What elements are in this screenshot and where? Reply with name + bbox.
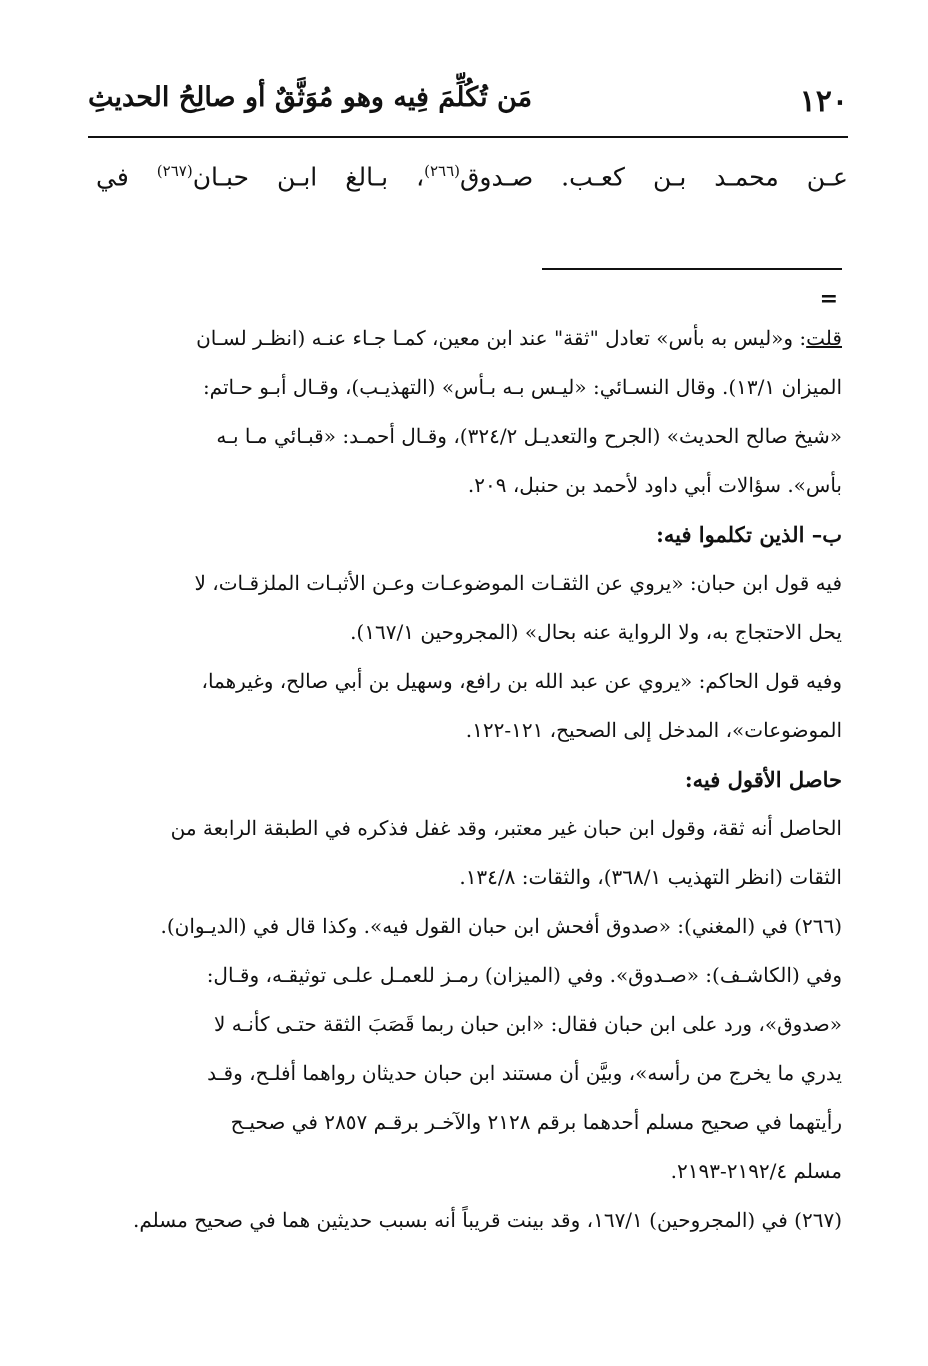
main-text-after: في <box>96 162 157 192</box>
footnote-separator <box>542 268 842 270</box>
qult-word: قلت <box>806 326 842 350</box>
note-line: فيه قول ابن حبان: «يروي عن الثقـات الموضوعـات وعـن الأثبـات الملزقـات، لا <box>194 571 842 595</box>
main-text-line <box>96 162 848 191</box>
note-line: الموضوعات»، المدخل إلى الصحيح، ١٢١-١٢٢. <box>465 718 842 742</box>
footnote-267: (٢٦٧) في (المجروحين) ١٦٧/١، وقد بينت قريباً أنه بسبب حديثين هما في صحيح مسلم. <box>133 1208 842 1232</box>
note-line <box>100 314 842 363</box>
running-title: مَن تُكُلِّمَ فِيه وهو مُوَثَّقٌ أو صالِحُ الحديثِ <box>88 82 533 113</box>
footnote-266-line: مسلم ٢١٩٢/٤-٢١٩٣. <box>670 1159 842 1183</box>
footnote-266-line: يدري ما يخرج من رأسه»، وبيَّن أن مستند ابن حبان حديثان رواهما أفلـح، وقـد <box>207 1061 842 1085</box>
section-heading-b: ب– الذين تكلموا فيه: <box>656 522 842 547</box>
main-text-before: عـن محمـد بـن كعـب. صـدوق <box>460 162 848 192</box>
page-number: ١٢٠ <box>799 84 848 119</box>
footnote-266-line: رأيتهما في صحيح مسلم أحدهما برقم ٢١٢٨ والآخـر برقـم ٢٨٥٧ في صحيـح <box>230 1110 842 1134</box>
footnote-ref-267: (٢٦٧) <box>156 162 193 180</box>
note-line: يحل الاحتجاج به، ولا الرواية عنه بحال» (المجروحين ١٦٧/١). <box>350 620 842 644</box>
note-line: الثقات (انظر التهذيب ٣٦٨/١)، والثقات: ١٣٤/٨. <box>459 865 842 889</box>
page-header <box>88 80 848 124</box>
footnote-266: (٢٦٦) في (المغني): «صدوق أفحش ابن حبان القول فيه». وكذا قال في (الديـوان). <box>160 914 842 938</box>
section-heading-summary: حاصل الأقول فيه: <box>684 767 842 792</box>
footnote-266-line: «صدوق»، ورد على ابن حبان فقال: «ابن حبان ربما قَصَبَ الثقة حتـى كأنـه لا <box>213 1012 842 1036</box>
footnotes-area <box>100 314 842 1245</box>
header-rule <box>88 136 848 138</box>
note-line: «شيخ صالح الحديث» (الجرح والتعديـل ٣٢٤/٢)، وقـال أحمـد: «قبـائي مـا بـه <box>216 424 842 448</box>
note-line: بأس». سؤالات أبي داود لأحمد بن حنبل، ٢٠٩. <box>467 473 842 497</box>
footnote-ref-266: (٢٦٦) <box>424 162 461 180</box>
footnote-266-line: وفي (الكاشـف): «صـدوق». وفي (الميزان) رمـز للعمـل علـى توثيقـه، وقـال: <box>206 963 842 987</box>
note-line-text: : و«ليس به بأس» تعادل "ثقة" عند ابن معين، كمـا جـاء عنـه (انظـر لسـان <box>196 326 807 350</box>
note-line: الحاصل أنه ثقة، وقول ابن حبان غير معتبر، وقد غفل فذكره في الطبقة الرابعة من <box>170 816 842 840</box>
continuation-mark: = <box>819 286 838 312</box>
note-line: الميزان ١٣/١). وقال النسـائي: «ليـس بـه بـأس» (التهذيـب)، وقـال أبـو حـاتم: <box>202 375 842 399</box>
main-text-middle: ، بـالغ ابـن حبـان <box>192 162 425 192</box>
note-line: وفيه قول الحاكم: «يروي عن عبد الله بن رافع، وسهيل بن أبي صالح، وغيرهما، <box>201 669 842 693</box>
